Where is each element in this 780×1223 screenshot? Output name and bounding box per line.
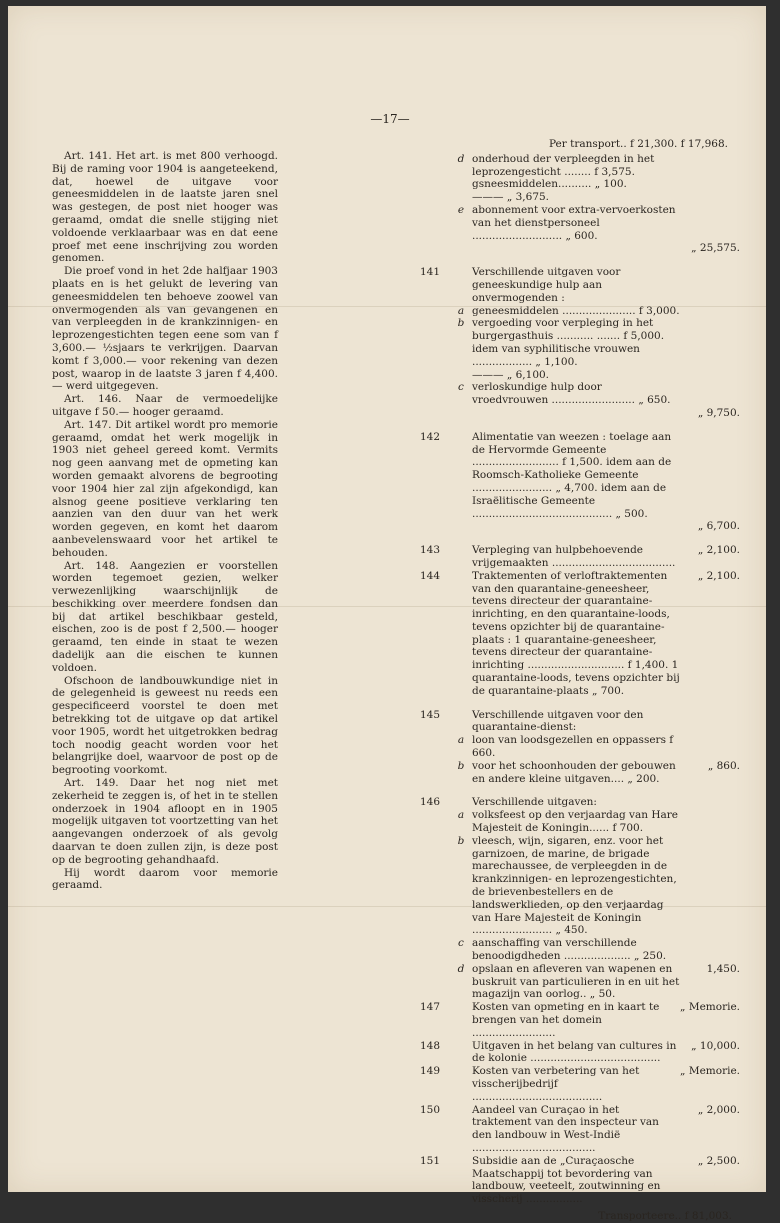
budget-ledger bbox=[420, 138, 740, 1223]
item-description: opslaan en afleveren van wapenen en buskruit van particulieren in en uit het magazijn van oorlog.. „ 50. bbox=[472, 962, 680, 1001]
item-description: geneesmiddelen ...................... f 3,000. bbox=[472, 304, 680, 317]
item-description: abonnement voor extra-vervoerkosten van het dienstpersoneel ........................... „ 600. bbox=[472, 203, 676, 242]
ledger-row bbox=[420, 963, 740, 1001]
item-letter: b bbox=[457, 317, 465, 330]
item-amount: „ 9,750. bbox=[697, 406, 740, 419]
article-number: 146 bbox=[420, 796, 441, 809]
item-description: Verschillende uitgaven: bbox=[472, 796, 597, 809]
item-letter: a bbox=[457, 304, 465, 317]
ledger-row bbox=[420, 1065, 740, 1103]
item-amount: „ 25,575. bbox=[691, 242, 740, 255]
item-description: Alimentatie van weezen : toelage aan de Hervormde Gemeente .......................... f 1,500. idem aan de Roomsch-Katholieke Gemeente ........................ „ 4,700. idem aan de Israëlitische Gemeente .......................................... „ 500. bbox=[472, 430, 672, 520]
item-amount: „ 6,700. bbox=[697, 520, 740, 533]
item-description: verloskundige hulp door vroedvrouwen ......................... „ 650. bbox=[472, 381, 671, 407]
page-number: —17— bbox=[370, 112, 410, 126]
ledger-row bbox=[420, 317, 740, 368]
item-description: Kosten van verbetering van het visscherijbedrijf ....................................... bbox=[472, 1065, 640, 1103]
item-letter: d bbox=[457, 152, 465, 165]
ledger-row bbox=[420, 544, 740, 570]
item-amount: „ Memorie. bbox=[680, 1001, 740, 1014]
ledger-gap bbox=[420, 255, 740, 266]
article-number: 149 bbox=[420, 1065, 441, 1078]
item-description: ——— „ 6,100. bbox=[472, 368, 550, 381]
ledger-row bbox=[420, 809, 740, 835]
item-description: Verpleging van hulpbehoevende vrijgemaakten ..................................... bbox=[472, 544, 676, 569]
item-description: ——— „ 3,675. bbox=[472, 191, 550, 204]
ledger-gap bbox=[420, 785, 740, 796]
article-number: 148 bbox=[420, 1039, 441, 1052]
ledger-row bbox=[420, 1001, 740, 1039]
ledger-row bbox=[420, 1040, 740, 1066]
ledger-row bbox=[420, 796, 740, 809]
article-number: 151 bbox=[420, 1154, 441, 1167]
item-description: onderhoud der verpleegden in het leprozengesticht ........ f 3,575. gsneesmiddelen.......... „ 100. bbox=[472, 152, 655, 191]
item-letter: a bbox=[457, 734, 465, 747]
item-letter: b bbox=[457, 759, 465, 772]
ledger-row bbox=[420, 734, 740, 760]
per-transport-header: Per transport.. f 21,300. f 17,968. bbox=[548, 138, 728, 150]
item-description: loon van loodsgezellen en oppassers f 660. bbox=[472, 734, 674, 760]
article-number: 144 bbox=[420, 569, 441, 582]
ledger-row bbox=[420, 835, 740, 937]
article-number: 147 bbox=[420, 1001, 441, 1014]
item-description: vleesch, wijn, sigaren, enz. voor het garnizoen, de marine, de brigade marechaussee, de verpleegden in de krankzinnigen- en leprozengestichten, de brievenbestellers en de landswerklieden, op den verjaardag van Hare Majesteit de Koningin ........................ „ 450. bbox=[472, 834, 677, 937]
item-description: Subsidie aan de „Curaçaosche Maatschappij tot bevordering van landbouw, veeteelt, zoutwinning en visscherij ................. bbox=[472, 1154, 661, 1206]
item-description: Uitgaven in het belang van cultures in de kolonie ....................................... bbox=[472, 1039, 677, 1065]
item-description: Kosten van opmeting en in kaart te brengen van het domein ......................... bbox=[472, 1001, 660, 1039]
item-amount: „ 2,100. bbox=[697, 569, 740, 582]
item-letter: c bbox=[458, 381, 464, 394]
item-letter: c bbox=[458, 937, 464, 950]
paragraph: Hij wordt daarom voor memorie geraamd. bbox=[52, 866, 278, 892]
ledger-row bbox=[420, 407, 740, 420]
article-number: 143 bbox=[420, 544, 441, 557]
transport-total: Transporteere.. f 81,003. bbox=[598, 1209, 732, 1222]
ledger-row bbox=[420, 191, 740, 204]
article-number: 150 bbox=[420, 1103, 441, 1116]
ledger-row bbox=[420, 153, 740, 191]
item-amount: „ 2,500. bbox=[697, 1154, 740, 1167]
ledger-row bbox=[420, 1155, 740, 1206]
ledger-row bbox=[420, 242, 740, 255]
item-amount: „ 860. bbox=[707, 759, 740, 772]
item-description: aanschaffing van verschillende benoodigdheden .................... „ 250. bbox=[472, 937, 667, 963]
ledger-gap bbox=[420, 533, 740, 544]
ledger-row bbox=[420, 937, 740, 963]
item-description: Aandeel van Curaçao in het traktement van den inspecteur van den landbouw in West-Indië ..................................... bbox=[472, 1103, 659, 1154]
ledger-rows bbox=[420, 153, 740, 1206]
ledger-row bbox=[420, 381, 740, 407]
item-letter: a bbox=[457, 809, 465, 822]
item-letter: b bbox=[457, 834, 465, 847]
ledger-row bbox=[420, 204, 740, 242]
item-description: Verschillende uitgaven voor den quarantaine-dienst: bbox=[472, 708, 644, 734]
paragraph: Art. 148. Aangezien er voorstellen worden tegemoet gezien, welker verwezenlijking waarschijnlijk de beschikking over meerdere fondsen dan bij dat artikel beschikbaar gesteld, eischen, zoo is de post f 2,500.— hooger geraamd, ten einde in staat te wezen dadelijk aan die eischen te kunnen voldoen. bbox=[52, 559, 278, 674]
item-description: vergoeding voor verpleging in het burgergasthuis ........... ....... f 5,000. idem van syphilitische vrouwen .................. „ 1,100. bbox=[472, 317, 665, 368]
ledger-row bbox=[420, 266, 740, 304]
paragraph: Art. 149. Daar het nog niet met zekerheid te zeggen is, of het in te stellen onderzoek in 1904 afloopt en in 1905 mogelijk uitgaven tot voortzetting van het aangevangen onderzoek of als gevolg daarvan te doen zullen zijn, is deze post op de begrooting gehandhaafd. bbox=[52, 777, 278, 866]
item-amount: „ 2,000. bbox=[697, 1103, 740, 1116]
paragraph: Art. 146. Naar de vermoedelijke uitgave f 50.— hooger geraamd. bbox=[52, 393, 278, 418]
ledger-row bbox=[420, 520, 740, 533]
item-amount: „ Memorie. bbox=[680, 1065, 740, 1078]
article-number: 145 bbox=[420, 708, 441, 721]
ledger-row bbox=[420, 1104, 740, 1155]
ledger-row bbox=[420, 369, 740, 382]
item-description: volksfeest op den verjaardag van Hare Majesteit de Koningin...... f 700. bbox=[472, 809, 678, 835]
item-amount: „ 10,000. bbox=[691, 1039, 740, 1052]
paragraph: Die proef vond in het 2de halfjaar 1903 plaats en is het gelukt de levering van geneesmiddelen ten behoeve zoowel van onvermogenden als van gevangenen en van verpleegden in de krankzinnigen- en leprozengestichten tegen eene som van f 3,600.— ½sjaars te verkrijgen. Daarvan komt f 3,000.— voor rekening van dezen post, waarop in de laatste 3 jaren f 4,400.— werd uitgegeven. bbox=[52, 265, 278, 393]
article-number: 142 bbox=[420, 430, 441, 443]
ledger-gap bbox=[420, 420, 740, 431]
item-letter: e bbox=[457, 203, 465, 216]
paragraph: Art. 147. Dit artikel wordt pro memorie geraamd, omdat het werk mogelijk in 1903 niet geheel gereed komt. Vermits nog geen aanvang met de opmeting kan worden gemaakt alvorens de begrooting voor 1904 hier zal zijn afgekondigd, kan alsnog geene positieve verklaring ten aanzien van den duur van het werk worden gegeven, en komt het daarom aanbevelenswaard voor het artikel te behouden. bbox=[52, 418, 278, 559]
item-description: voor het schoonhouden der gebouwen en andere kleine uitgaven.... „ 200. bbox=[472, 759, 676, 785]
item-letter: d bbox=[457, 962, 465, 975]
item-description: Traktementen of verloftraktementen van den quarantaine-geneesheer, tevens directeur der quarantaine-inrichting, en den quarantaine-loods, tevens opzichter bij de quarantaine-plaats : 1 quarantaine-geneesheer, tevens directeur der quarantaine-inrichting ............................. f 1,400. 1 quarantaine-loods, tevens opzichter bij de quarantaine-plaats „ 700. bbox=[472, 569, 680, 697]
item-amount: 1,450. bbox=[706, 962, 740, 975]
ledger-row bbox=[420, 709, 740, 735]
ledger-gap bbox=[420, 698, 740, 709]
left-column bbox=[52, 150, 278, 892]
ledger-row bbox=[420, 305, 740, 318]
paragraph: Art. 141. Het art. is met 800 verhoogd. Bij de raming voor 1904 is aangeteekend, dat, hoewel de uitgave voor geneesmiddelen in de laatste jaren snel was gestegen, de post niet hooger was geraamd, omdat die snelle stijging niet voldoende verklaarbaar was en dat eene proef met eene inschrijving zou worden genomen. bbox=[52, 150, 278, 265]
ledger-row bbox=[420, 570, 740, 698]
ledger-row bbox=[420, 760, 740, 786]
paragraph: Ofschoon de landbouwkundige niet in de gelegenheid is geweest nu reeds een gespecificeerd voorstel te doen met betrekking tot de uitgave op dat artikel voor 1905, wordt het uitgetrokken bedrag toch noodig geacht worden voor het belangrijke doel, waarvoor de post op de begrooting voorkomt. bbox=[52, 674, 278, 777]
item-description: Verschillende uitgaven voor geneeskundige hulp aan onvermogenden : bbox=[472, 266, 621, 304]
ledger-row bbox=[420, 431, 740, 521]
article-number: 141 bbox=[420, 266, 441, 279]
item-amount: „ 2,100. bbox=[697, 544, 740, 557]
